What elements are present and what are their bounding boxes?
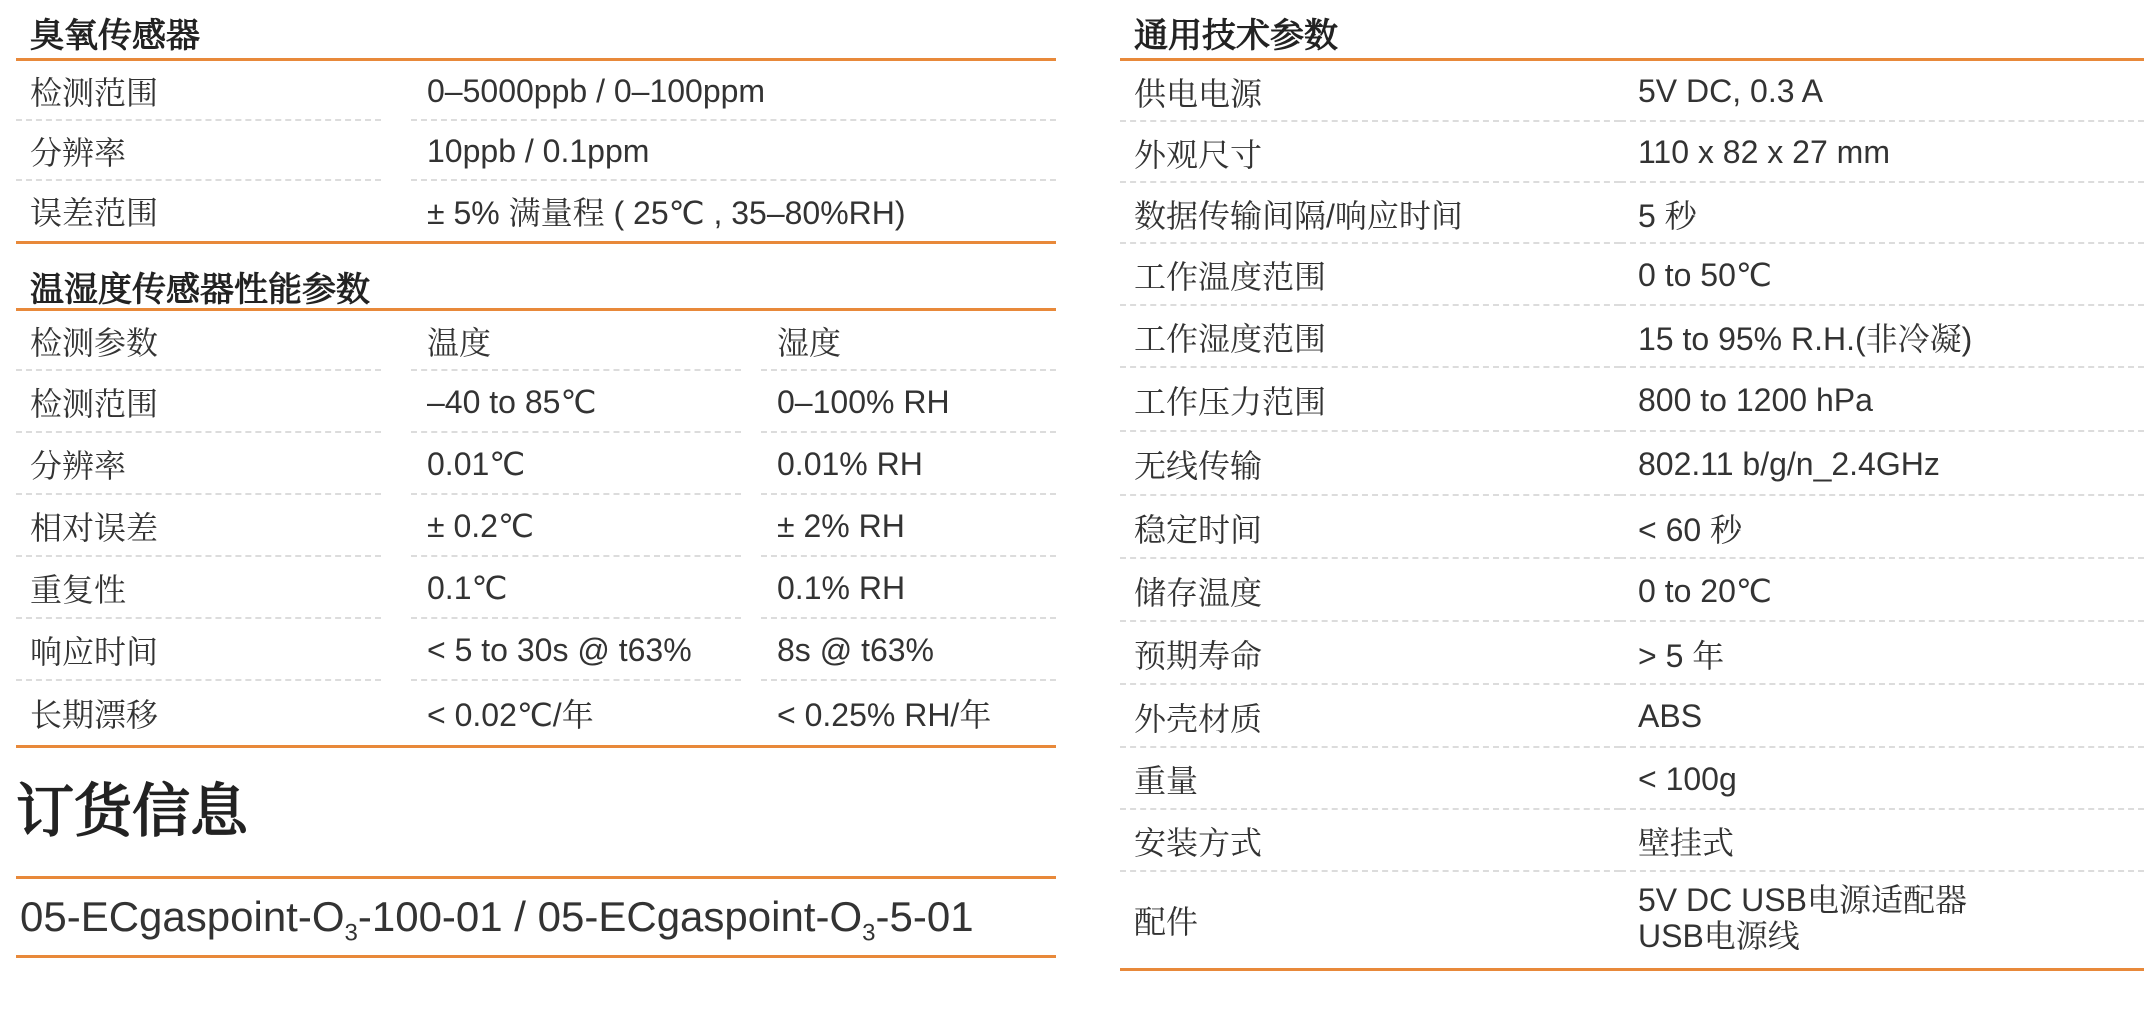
table-row [1120,496,2144,559]
row-humidity: 8s @ t63% [777,631,934,668]
table-header-row [16,311,1056,371]
table-row [16,61,1056,121]
right-column [1120,0,2144,971]
row-label: 检测范围 [30,75,159,111]
row-value: 802.11 b/g/n_2.4GHz [1638,445,1940,482]
table-row [16,681,1056,745]
table-row [1120,622,2144,685]
table-row [1120,368,2144,432]
row-label: 稳定时间 [1134,511,1263,548]
row-value: 800 to 1200 hPa [1638,381,1873,418]
table-row [1120,306,2144,368]
row-temp: ± 0.2℃ [427,508,534,544]
header-label: 检测参数 [30,325,159,361]
table-row [1120,432,2144,496]
section-rule [1120,968,2144,971]
row-humidity: < 0.25% RH/年 [777,697,992,733]
row-value: < 100g [1638,760,1737,797]
row-value: 0–5000ppb / 0–100ppm [427,72,766,109]
row-value: 15 to 95% R.H.(非冷凝) [1638,321,1973,357]
row-label: 工作压力范围 [1134,384,1327,420]
table-row [16,619,1056,681]
row-label: 无线传输 [1134,448,1263,484]
row-label: 预期寿命 [1134,637,1263,674]
accessories-line-2: USB电源线 [1638,918,1800,954]
row-label: 数据传输间隔/响应时间 [1134,197,1463,234]
table-row [16,121,1056,181]
table-row [1120,183,2144,244]
part-number-separator: / [502,893,538,940]
row-value: 0 to 20℃ [1638,572,1772,609]
row-value: 5V DC, 0.3 A [1638,73,1823,109]
row-humidity: 0.1% RH [777,569,906,606]
part-number-2-subscript: 3 [862,919,876,947]
row-label: 误差范围 [30,195,159,231]
row-value: 5 秒 [1638,197,1697,234]
row-label: 分辨率 [30,135,127,171]
table-row [1120,559,2144,622]
row-value: < 60 秒 [1638,511,1743,548]
row-value: ± 5% 满量程 ( 25℃ , 35–80%RH) [427,195,906,231]
row-label: 工作湿度范围 [1134,321,1327,357]
row-temp: 0.01℃ [427,446,526,482]
part-number-1-subscript: 3 [344,919,358,947]
table-row [1120,61,2144,122]
row-label: 重量 [1134,763,1199,799]
row-value: > 5 年 [1638,637,1725,674]
row-label: 工作温度范围 [1134,259,1327,295]
th-section-title: 温湿度传感器性能参数 [30,271,370,309]
row-temp: 0.1℃ [427,570,508,606]
table-row [16,495,1056,557]
table-row [16,433,1056,495]
general-section-title: 通用技术参数 [1134,17,1338,55]
left-column [16,0,1056,958]
row-label: 外观尺寸 [1134,136,1263,173]
row-label: 相对误差 [30,510,159,546]
table-row [16,371,1056,433]
row-label: 安装方式 [1134,825,1263,861]
row-label: 长期漂移 [30,697,159,733]
row-humidity: ± 2% RH [777,507,905,544]
table-row [1120,244,2144,306]
table-row [1120,748,2144,810]
table-row [1120,122,2144,183]
header-humidity: 湿度 [777,325,842,361]
table-row [16,557,1056,619]
accessories-value [1620,872,2144,968]
ozone-section-title: 臭氧传感器 [30,17,200,55]
row-humidity: 0–100% RH [777,383,950,420]
row-label: 重复性 [30,572,127,608]
accessories-line-1: 5V DC USB电源适配器 [1638,882,1967,918]
row-label: 储存温度 [1134,574,1263,611]
row-humidity: 0.01% RH [777,445,923,482]
table-row [1120,810,2144,872]
row-label: 外壳材质 [1134,700,1263,737]
row-label: 供电电源 [1134,75,1263,112]
row-label: 分辨率 [30,448,127,484]
part-number-1-prefix: 05-ECgaspoint-O [20,893,345,940]
row-temp: –40 to 85℃ [427,384,597,420]
row-label: 检测范围 [30,386,159,422]
row-value: 0 to 50℃ [1638,257,1772,293]
table-row [1120,685,2144,748]
order-title: 订货信息 [16,779,249,844]
part-number-2-prefix: 05-ECgaspoint-O [537,893,863,940]
part-number-2-suffix: -5-01 [875,893,974,940]
row-temp: < 0.02℃/年 [427,697,594,733]
row-value: 壁挂式 [1638,825,1735,861]
section-rule [16,955,1056,958]
order-part-numbers [16,879,1056,955]
row-label: 配件 [1134,904,1199,940]
row-value: 110 x 82 x 27 mm [1638,134,1890,170]
row-value: 10ppb / 0.1ppm [427,132,650,169]
row-label: 响应时间 [30,634,159,670]
part-number-1-suffix: -100-01 [357,893,503,940]
row-value: ABS [1638,698,1703,734]
header-temp: 温度 [427,325,492,361]
table-row [16,181,1056,241]
table-row [1120,872,2144,968]
row-temp: < 5 to 30s @ t63% [427,631,692,668]
